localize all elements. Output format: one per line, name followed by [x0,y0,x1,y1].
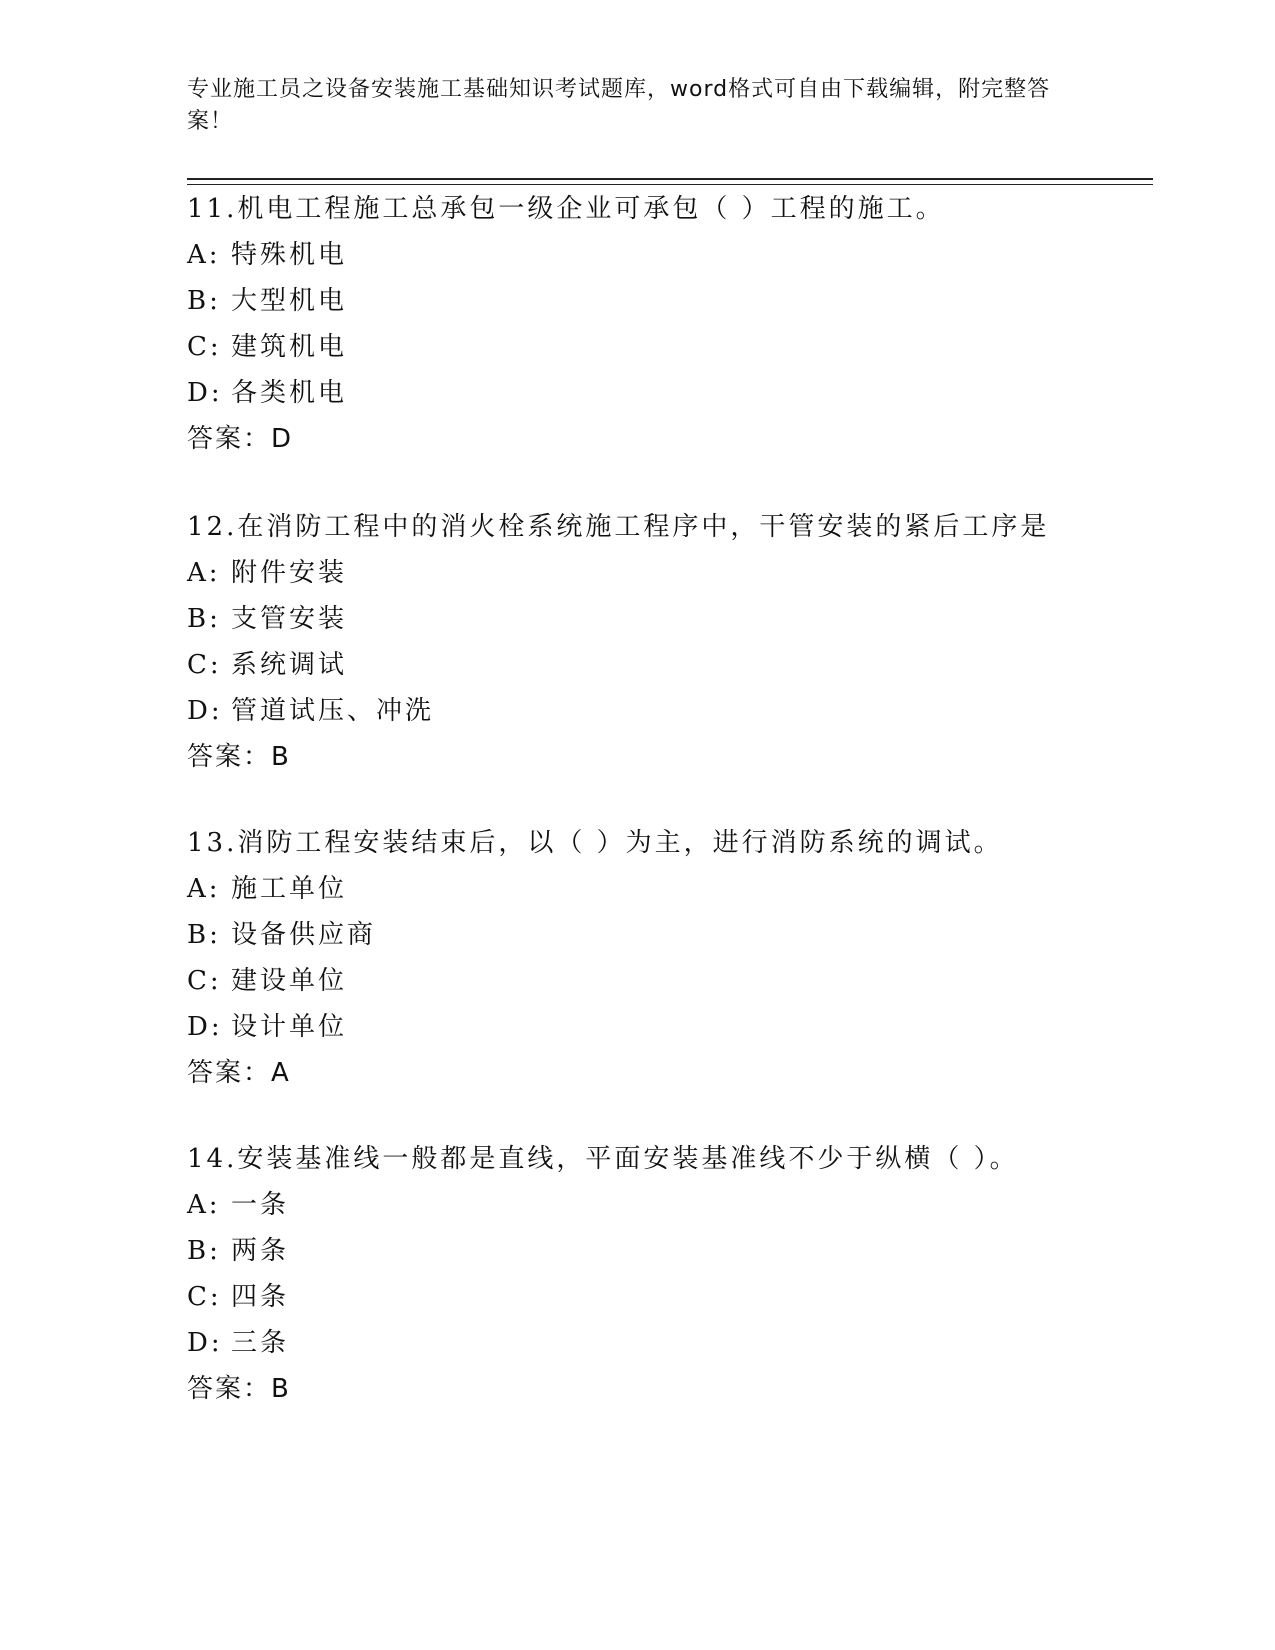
option-key: A: [187,874,221,904]
option-text: 三条 [231,1328,290,1358]
option-key: A: [187,240,221,270]
option-key: D: [187,696,223,726]
option-text: 附件安装 [231,558,348,588]
option-text: 设备供应商 [231,920,377,950]
option-b [187,1228,1147,1274]
option-b [187,912,1147,958]
option-key: C: [187,966,222,996]
option-key: D: [187,378,223,408]
document-header: 专业施工员之设备安装施工基础知识考试题库，word格式可自由下载编辑，附完整答案！ [187,77,1051,134]
question-block [187,1136,1147,1412]
answer-line: 答案：D [187,424,294,454]
option-text: 系统调试 [231,650,348,680]
option-key: B: [187,604,221,634]
option-c [187,324,1147,370]
option-d [187,1320,1147,1366]
option-key: B: [187,286,221,316]
option-key: B: [187,1236,221,1266]
option-text: 大型机电 [231,286,348,316]
option-key: C: [187,650,222,680]
option-a [187,550,1147,596]
option-text: 两条 [231,1236,290,1266]
option-key: C: [187,332,222,362]
header-divider-thin [187,184,1153,185]
answer-line: 答案：B [187,742,291,772]
header-divider-thick [187,178,1153,180]
option-text: 施工单位 [231,874,348,904]
option-text: 管道试压、冲洗 [231,696,435,726]
question-block [187,186,1147,462]
option-key: B: [187,920,221,950]
question-block [187,820,1147,1096]
option-c [187,958,1147,1004]
option-text: 各类机电 [231,378,348,408]
option-text: 一条 [231,1190,290,1220]
option-a [187,866,1147,912]
option-b [187,596,1147,642]
option-d [187,1004,1147,1050]
option-key: C: [187,1282,222,1312]
option-c [187,1274,1147,1320]
option-a [187,232,1147,278]
option-key: A: [187,558,221,588]
question-block [187,504,1147,780]
option-text: 建设单位 [231,966,348,996]
option-text: 支管安装 [231,604,348,634]
question-title: 13.消防工程安装结束后，以（ ）为主，进行消防系统的调试。 [187,828,1003,858]
option-text: 特殊机电 [231,240,348,270]
answer-line: 答案：A [187,1058,291,1088]
option-text: 设计单位 [231,1012,348,1042]
option-c [187,642,1147,688]
question-title: 14.安装基准线一般都是直线，平面安装基准线不少于纵横（ ）。 [187,1144,1019,1174]
question-title: 11.机电工程施工总承包一级企业可承包（ ）工程的施工。 [187,194,945,224]
option-key: D: [187,1012,223,1042]
option-text: 建筑机电 [231,332,348,362]
option-d [187,370,1147,416]
question-title: 12.在消防工程中的消火栓系统施工程序中，干管安装的紧后工序是 [187,512,1050,542]
option-text: 四条 [231,1282,290,1312]
option-d [187,688,1147,734]
option-key: A: [187,1190,221,1220]
option-b [187,278,1147,324]
answer-line: 答案：B [187,1374,291,1404]
option-key: D: [187,1328,223,1358]
option-a [187,1182,1147,1228]
